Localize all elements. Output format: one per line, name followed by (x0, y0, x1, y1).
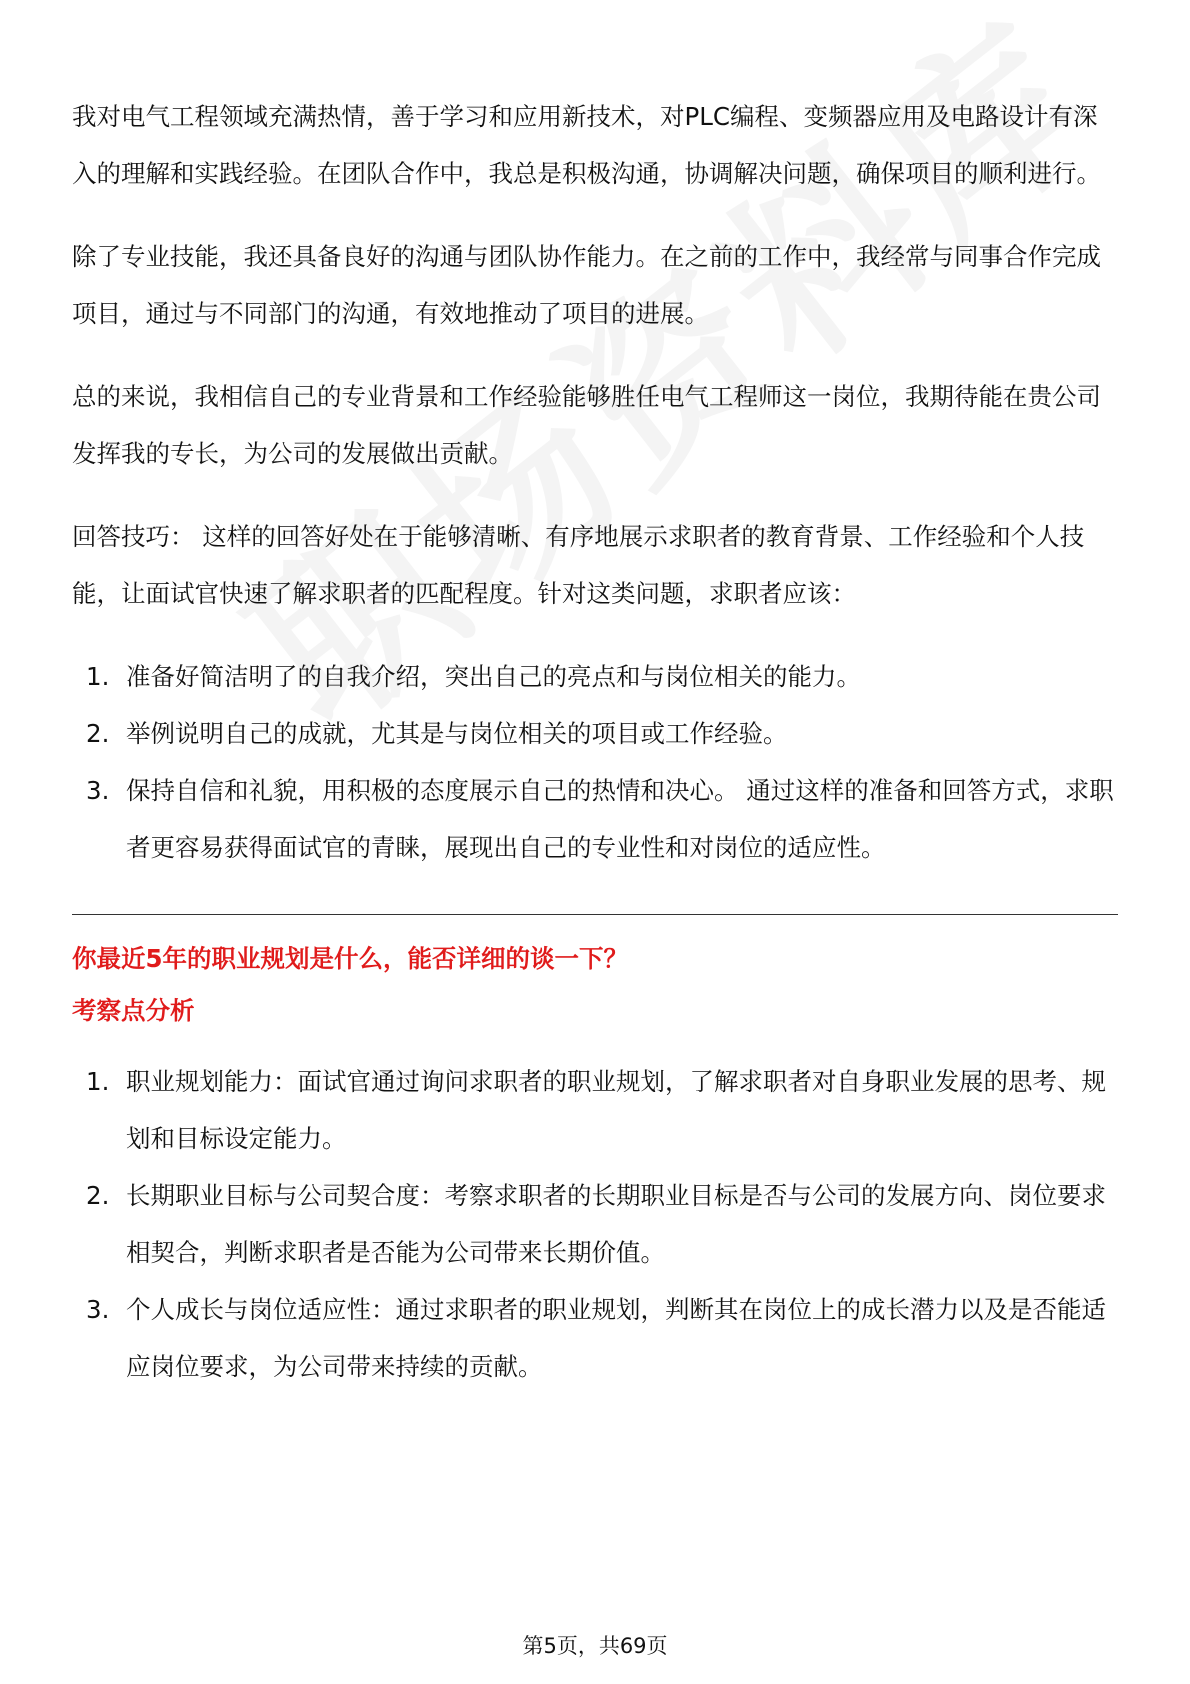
list-item (72, 705, 1118, 762)
list-item (72, 648, 1118, 705)
paragraph-summary: 总的来说，我相信自己的专业背景和工作经验能够胜任电气工程师这一岗位，我期待能在贵公司发挥我的专长，为公司的发展做出贡献。 (72, 382, 1101, 468)
list-item (72, 1281, 1118, 1395)
list-item (72, 1167, 1118, 1281)
list-item-text: 保持自信和礼貌，用积极的态度展示自己的热情和决心。 通过这样的准备和回答方式，求职者更容易获得面试官的青睐，展现出自己的专业性和对岗位的适应性。 (126, 776, 1114, 862)
list-item (72, 762, 1118, 876)
list-item-text: 职业规划能力：面试官通过询问求职者的职业规划，了解求职者对自身职业发展的思考、规划和目标设定能力。 (126, 1067, 1106, 1153)
list-item-text: 长期职业目标与公司契合度：考察求职者的长期职业目标是否与公司的发展方向、岗位要求相契合，判断求职者是否能为公司带来长期价值。 (126, 1181, 1106, 1267)
section-divider (72, 914, 1118, 915)
list-number: 1. (86, 662, 110, 691)
paragraph-answer-tips: 回答技巧： 这样的回答好处在于能够清晰、有序地展示求职者的教育背景、工作经验和个人技能，让面试官快速了解求职者的匹配程度。针对这类问题，求职者应该： (72, 522, 1085, 608)
paragraph-intro: 我对电气工程领域充满热情，善于学习和应用新技术，对PLC编程、变频器应用及电路设计有深入的理解和实践经验。在团队合作中，我总是积极沟通，协调解决问题，确保项目的顺利进行。 (72, 102, 1101, 188)
list-number: 3. (86, 1295, 110, 1324)
page-content (72, 88, 1118, 1395)
list-item-text: 准备好简洁明了的自我介绍，突出自己的亮点和与岗位相关的能力。 (126, 662, 861, 691)
section-heading: 考察点分析 (72, 996, 195, 1025)
list-item (72, 1053, 1118, 1167)
list-number: 2. (86, 1181, 110, 1210)
list-number: 3. (86, 776, 110, 805)
list-item-text: 个人成长与岗位适应性：通过求职者的职业规划，判断其在岗位上的成长潜力以及是否能适应岗位要求，为公司带来持续的贡献。 (126, 1295, 1106, 1381)
list-number: 1. (86, 1067, 110, 1096)
analysis-list (72, 1053, 1118, 1395)
page-number: 第5页，共69页 (522, 1634, 668, 1658)
interview-question: 你最近5年的职业规划是什么，能否详细的谈一下？ (72, 944, 629, 973)
list-number: 2. (86, 719, 110, 748)
paragraph-teamwork: 除了专业技能，我还具备良好的沟通与团队协作能力。在之前的工作中，我经常与同事合作完成项目，通过与不同部门的沟通，有效地推动了项目的进展。 (72, 242, 1101, 328)
list-item-text: 举例说明自己的成就，尤其是与岗位相关的项目或工作经验。 (126, 719, 788, 748)
tips-list (72, 648, 1118, 876)
